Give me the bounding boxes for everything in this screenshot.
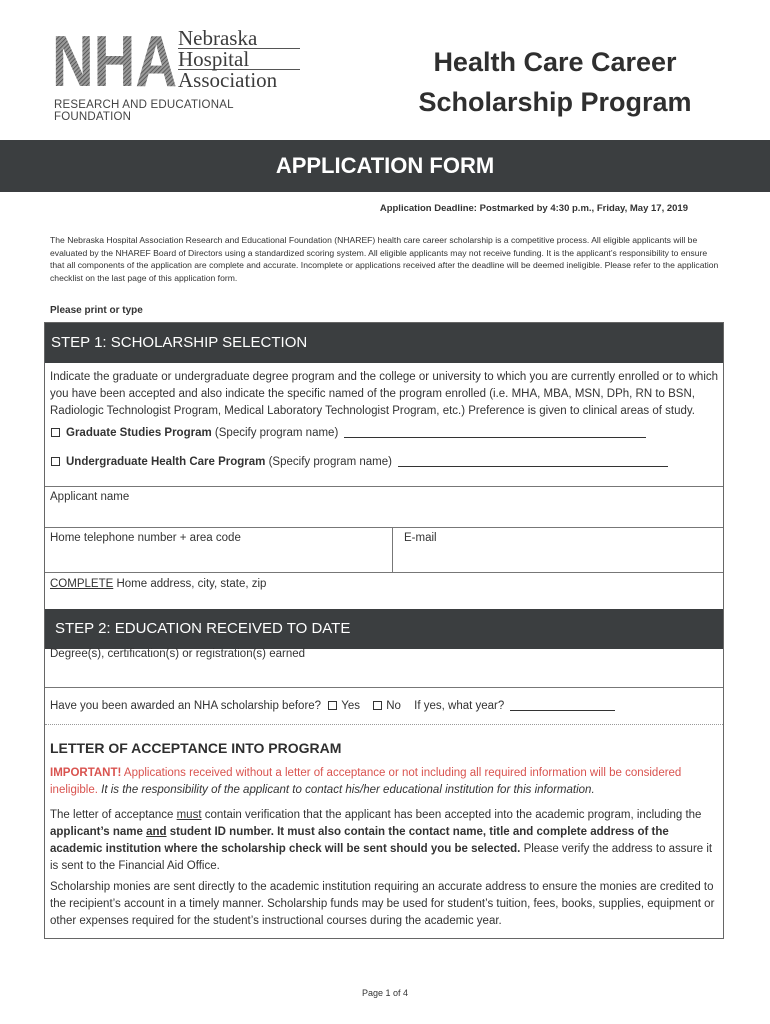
page-number: Page 1 of 4 (361, 988, 409, 998)
title-line: Scholarship Program (418, 87, 692, 117)
logo-org-line: Nebraska (178, 28, 300, 49)
svg-text:NHA: NHA (52, 26, 177, 92)
application-form-box (44, 322, 724, 939)
logo-org-line: Association (178, 68, 278, 92)
undergraduate-label: Undergraduate Health Care Program (66, 456, 266, 468)
graduate-program-field[interactable] (344, 426, 646, 438)
important-note (50, 765, 720, 799)
nha-letters-graphic (52, 26, 177, 92)
letter-section-title: LETTER OF ACCEPTANCE INTO PROGRAM (50, 740, 342, 756)
logo-foundation-text: RESEARCH AND EDUCATIONAL FOUNDATION (54, 99, 234, 123)
graduate-hint: (Specify program name) (214, 427, 339, 439)
letter-req-must: must (176, 809, 202, 821)
nha-scholarship-question (50, 698, 720, 715)
important-italic: It is the responsibility of the applicant to contact his/her educational institution for this information. (101, 784, 595, 796)
title-line: Health Care Career (433, 47, 677, 77)
email-field[interactable] (393, 528, 723, 572)
undergraduate-checkbox[interactable] (51, 457, 60, 466)
undergraduate-hint: (Specify program name) (268, 456, 392, 468)
print-note: Please print or type (50, 305, 143, 316)
applicant-name-label: Applicant name (50, 491, 130, 503)
letter-req-text: contain verification that the applicant has been accepted into the academic program, including the (204, 809, 702, 821)
letter-req-text: Please verify the address to assure it is sent to the Financial Aid Office. (50, 843, 713, 872)
year-question: If yes, what year? (414, 700, 505, 712)
document-title (395, 42, 715, 122)
degrees-field[interactable] (45, 645, 723, 687)
application-deadline: Application Deadline: Postmarked by 4:30 p.m., Friday, May 17, 2019 (379, 203, 688, 214)
important-label: IMPORTANT! (50, 767, 122, 779)
year-field[interactable] (510, 699, 615, 711)
nha-logo (52, 26, 304, 123)
scholarship-monies-paragraph: Scholarship monies are sent directly to the academic institution requiring an accurate address to ensure the monies are credited to the recipient’s account in a timely manner. Scholarship funds may be used for student’s tuition, fees, books, supplies, equipment or other expenses required for the student’s instructional courses during the academic year. (50, 881, 715, 927)
step2-header: STEP 2: EDUCATION RECEIVED TO DATE (45, 609, 723, 649)
yes-label: Yes (341, 700, 361, 712)
divider (45, 687, 723, 688)
graduate-label: Graduate Studies Program (66, 427, 212, 439)
letter-req-bold: applicant’s name (50, 826, 143, 838)
no-label: No (386, 700, 401, 712)
degrees-label: Degree(s), certification(s) or registration(s) earned (50, 648, 306, 660)
divider (45, 724, 723, 725)
phone-field[interactable] (45, 528, 391, 572)
application-form-banner: APPLICATION FORM (0, 140, 770, 192)
applicant-name-field[interactable] (45, 487, 723, 527)
logo-org-line: Hospital (178, 49, 300, 70)
logo-org-name (178, 28, 300, 90)
no-checkbox[interactable] (373, 701, 382, 710)
letter-req-and: and (146, 826, 167, 838)
graduate-option (51, 425, 711, 442)
letter-req-bold: student ID number. It must also contain the contact name, title and complete address of the academic institution where the scholarship check will be sent should you be selected. (50, 826, 669, 855)
address-field[interactable] (45, 573, 723, 609)
intro-paragraph: The Nebraska Hospital Association Research and Educational Foundation (NHAREF) health care career scholarship is a competitive process. All eligible applicants will be evaluated by the NHAREF Board of Directors using a standardized scoring system. All eligible applicants may not receive funding. It is the applicant’s responsibility to ensure that all components of the application are complete and accurate. Incomplete or applications received after the deadline will be deemed ineligible. Please refer to the application checklist on the last page of this application form. (50, 235, 719, 283)
step1-instructions: Indicate the graduate or undergraduate degree program and the college or university to which you are currently enrolled or to which you have been accepted and also indicate the specific named of the program enrolled (i.e. MHA, MBA, MSN, DPh, RN to BSN, Radiologic Technologist Program, Medical Laboratory Technologist Program, etc.) Preference is given to clinical areas of study. (50, 371, 719, 417)
address-label-text: Home address, city, state, zip (116, 578, 267, 590)
graduate-checkbox[interactable] (51, 428, 60, 437)
phone-label: Home telephone number + area code (50, 532, 241, 544)
letter-requirements (50, 807, 722, 875)
letter-req-text: The letter of acceptance (50, 809, 174, 821)
email-label: E-mail (404, 532, 437, 544)
undergraduate-program-field[interactable] (398, 455, 668, 467)
important-text: Applications received without a letter of acceptance or not including all required information will be considered ineligible. (50, 767, 682, 796)
address-emphasis: COMPLETE (50, 578, 114, 590)
yes-checkbox[interactable] (328, 701, 337, 710)
step1-header: STEP 1: SCHOLARSHIP SELECTION (45, 323, 723, 363)
awarded-question: Have you been awarded an NHA scholarship before? (50, 700, 322, 712)
undergraduate-option (51, 454, 711, 471)
